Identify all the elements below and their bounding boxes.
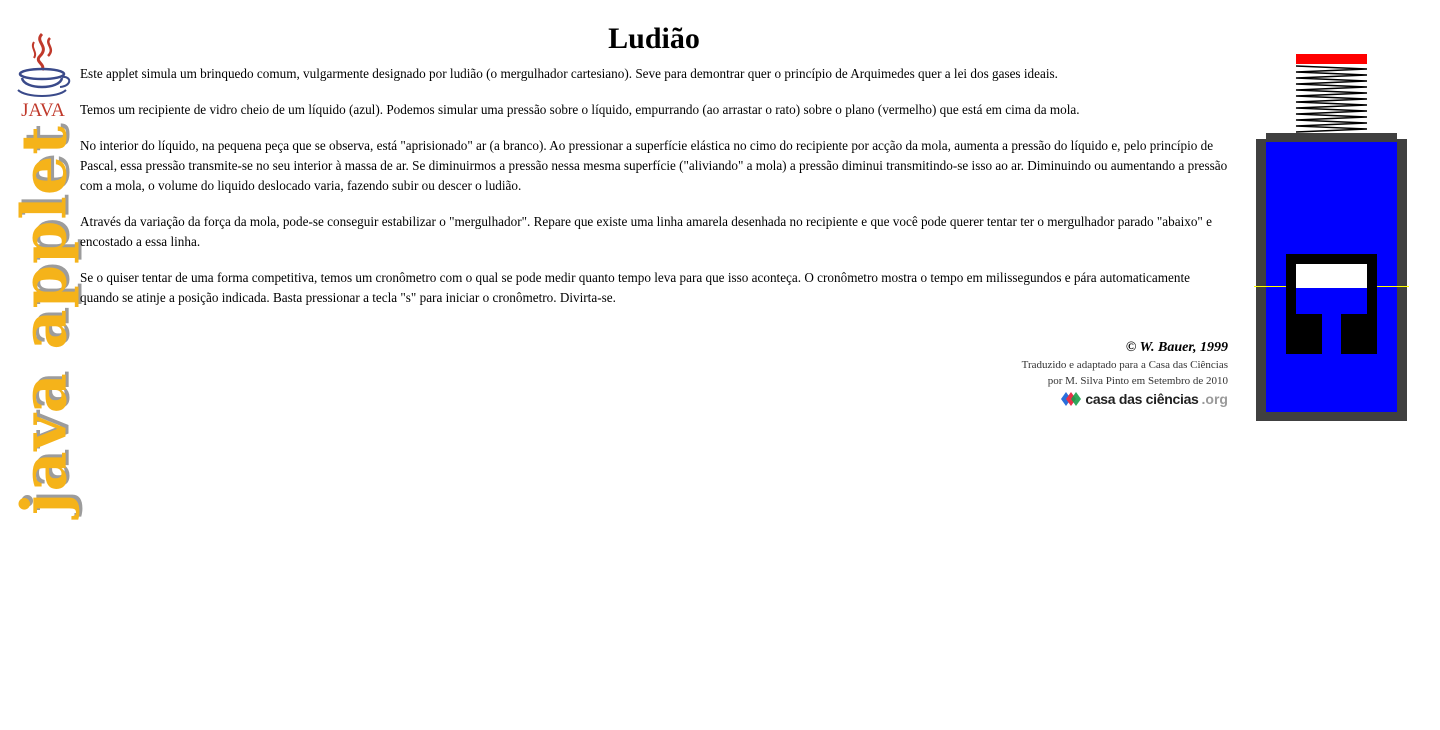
java-applet-banner (4, 125, 84, 515)
page-title: Ludião (608, 22, 700, 55)
java-logo (12, 30, 74, 122)
credits-block (1022, 339, 1228, 412)
casa-das-ciencias-icon (1060, 391, 1082, 407)
paragraph-pressure: No interior do líquido, na pequena peça que se observa, está "aprisionado" ar (a branco). Ao pressionar a superfície elástica no cimo do recipiente por acção da mola, aumenta a pressão do líquido e, pelo princípio de Pascal, essa pressão transmite-se no seu interior à massa de ar. Se diminuirmos a pressão nessa mesma superfície ("aliviando" a mola) a pressão diminui transmitindo-se isso ao ar. Diminuindo ou aumentando a pressão com a mola, o volume do liquido deslocado varia, fazendo subir ou descer o ludião. (80, 138, 1228, 193)
java-cup-icon (12, 30, 74, 122)
plunger-plane[interactable] (1296, 54, 1367, 64)
paragraph-intro: Este applet simula um brinquedo comum, vulgarmente designado por ludião (o mergulhador cartesiano). Seve para demontrar quer o princípio de Arquimedes quer a lei dos gases ideais. (80, 66, 1058, 81)
translator-note: por M. Silva Pinto em Setembro de 2010 (1047, 375, 1228, 387)
main-content (80, 0, 1228, 407)
cartesian-diver (1286, 254, 1377, 354)
org-name: casa das ciências (1085, 391, 1199, 407)
translation-note: Traduzido e adaptado para a Casa das Ciências (1021, 359, 1228, 371)
applet-canvas (1254, 50, 1409, 423)
paragraph-stabilize: Através da variação da força da mola, pode-se conseguir estabilizar o "mergulhador". Repare que existe uma linha amarela desenhada no recipiente e que você pode querer tentar ter o mergulhador parado "abaixo" e encostado a essa linha. (80, 214, 1212, 249)
spring-coil (1296, 66, 1367, 132)
java-logo-text: JAVA (21, 100, 65, 121)
casa-das-ciencias-logo[interactable] (1060, 389, 1228, 409)
paragraph-container: Temos um recipiente de vidro cheio de um líquido (azul). Podemos simular uma pressão sobre o líquido, empurrando (ao arrastar o rato) sobre o plano (vermelho) que está em cima da mola. (80, 102, 1080, 117)
java-applet-label: java applet (7, 125, 81, 515)
air-bubble (1296, 264, 1367, 288)
cartesian-diver-applet[interactable] (1254, 50, 1409, 423)
copyright-text: © W. Bauer, 1999 (1125, 340, 1228, 355)
paragraph-stopwatch: Se o quiser tentar de uma forma competitiva, temos um cronômetro com o qual se pode medir quanto tempo leva para que isso aconteça. O cronômetro mostra o tempo em milissegundos e pára automaticamente quando se atinje a posição indicada. Basta pressionar a tecla "s" para iniciar o cronômetro. Divirta-se. (80, 270, 1190, 305)
org-tld: .org (1201, 391, 1228, 407)
